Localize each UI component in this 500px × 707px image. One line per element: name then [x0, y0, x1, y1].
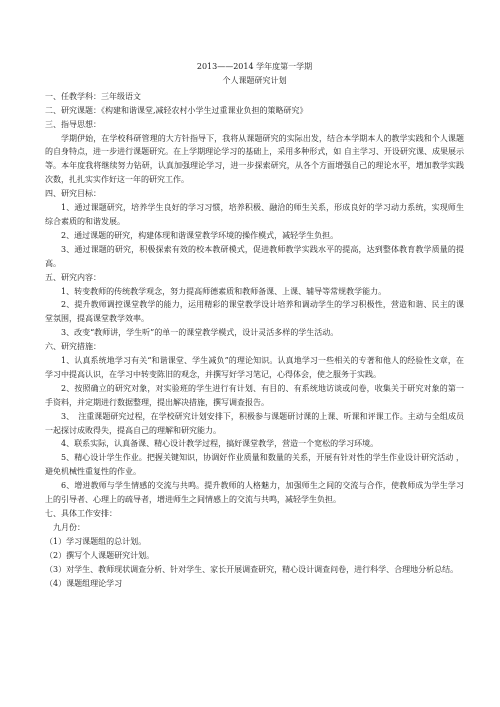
guiding-paragraph: 学期伊始，在学校科研管理的大方针指导下，我将从课题研究的实际出发，结合本学期本人的教学实践和个人课题的自身特点，进一步进行课题研究。在上学期理论学习的基础上，采用多种形式，如 自主学习、开设研究课、成果展示等。本年度我将继续努力钻研，认真加强理论学习，进一步探索研究，从各个方面增强自己的理论水平，增加教学实践次数，扎扎实实作好这一年的研究工作。 [45, 133, 464, 185]
content-item: 2、提升教师调控课堂教学的能力，运用精彩的课堂教学设计培养和调动学生的学习积极性，营造和谐、民主的课堂氛围，提高课堂教学效率。 [45, 300, 464, 324]
section-content-heading: 五、研究内容： [45, 272, 101, 282]
section-topic: 二、研究课题：《构建和谐课堂,减轻农村小学生过重课业负担的策略研究》 [45, 105, 308, 115]
schedule-item: （3）对学生、教师现状调查分析、针对学生、家长开展调查研究，精心设计调查问卷，进行科学、合理地分析总结。 [45, 564, 459, 574]
schedule-month: 九月份： [53, 522, 85, 532]
document-term-title: 2013——2014 学年度第一学期 [196, 62, 313, 71]
measure-item: 3、 注重课题研究过程，在学校研究计划安排下，积极参与课题研讨课的上课、听课和评课工作。主动与全组成员一起探讨成败得失，提高自己的理解和研究能力。 [45, 411, 464, 435]
section-measures-heading: 六、研究措施： [45, 342, 101, 352]
content-item: 3、改变“教师讲，学生听”的单一的课堂教学模式，设计灵活多样的学生活动。 [61, 328, 339, 338]
measure-item: 2、按照确立的研究对象，对实验班的学生进行有计划、有目的、有系统地访谈或问卷，收集关于研究对象的第一手资料，并定期进行数据整理，提出解决措施，撰写调查报告。 [45, 383, 464, 407]
schedule-item: （1）学习课题组的总计划。 [45, 536, 147, 546]
content-item: 1、转变教师的传统教学观念，努力提高师德素质和教师备课、上课、辅导等常规教学能力。 [61, 286, 387, 296]
measure-item: 1、认真系统地学习有关“和谐课堂、学生减负”的理论知识。认真地学习一些相关的专著和他人的经验性文章，在学习中提高认识，在学习中转变陈旧的观念，并撰写好学习笔记，心得体会，使之服务于实践。 [45, 356, 464, 379]
goal-item: 3、通过课题的研究，积极探索有效的校本教研模式，促进教师教学实践水平的提高，达到整体教育教学质量的提高。 [45, 244, 464, 268]
goal-item: 1、通过课题研究，培养学生良好的学习习惯，培养积极、融洽的师生关系，形成良好的学习动力系统，实现师生综合素质的和谐发展。 [45, 203, 464, 226]
measure-item: 6、增进教师与学生情感的交流与共鸣。提升教师的人格魅力，加强师生之间的交流与合作，使教师成为学生学习上的引导者、心理上的疏导者，增进师生之间情感上的交流与共鸣，减轻学生负担。 [45, 481, 464, 505]
section-goals-heading: 四、研究目标： [45, 189, 101, 199]
goal-item: 2、通过课题的研究，构建体现和谐课堂教学环境的操作模式，减轻学生负担。 [61, 230, 339, 240]
section-subject: 一、任教学科：三年级语文 [45, 91, 141, 101]
document-main-title: 个人课题研究计划 [222, 75, 287, 85]
measure-item: 5、精心设计学生作业。把握关键知识，协调好作业质量和数量的关系，开展有针对性的学生作业设计研究活动 ，避免机械性重复性的作业。 [45, 453, 464, 477]
schedule-item: （2）撰写个人课题研究计划。 [45, 550, 155, 560]
schedule-item: （4）课题组理论学习 [45, 578, 123, 588]
section-schedule-heading: 七、具体工作安排： [45, 509, 117, 518]
section-guiding-heading: 三、指导思想： [45, 119, 101, 129]
measure-item: 4、联系实际，认真备课、精心设计教学过程，搞好课堂教学，营造一个宽松的学习环境。 [61, 439, 379, 449]
